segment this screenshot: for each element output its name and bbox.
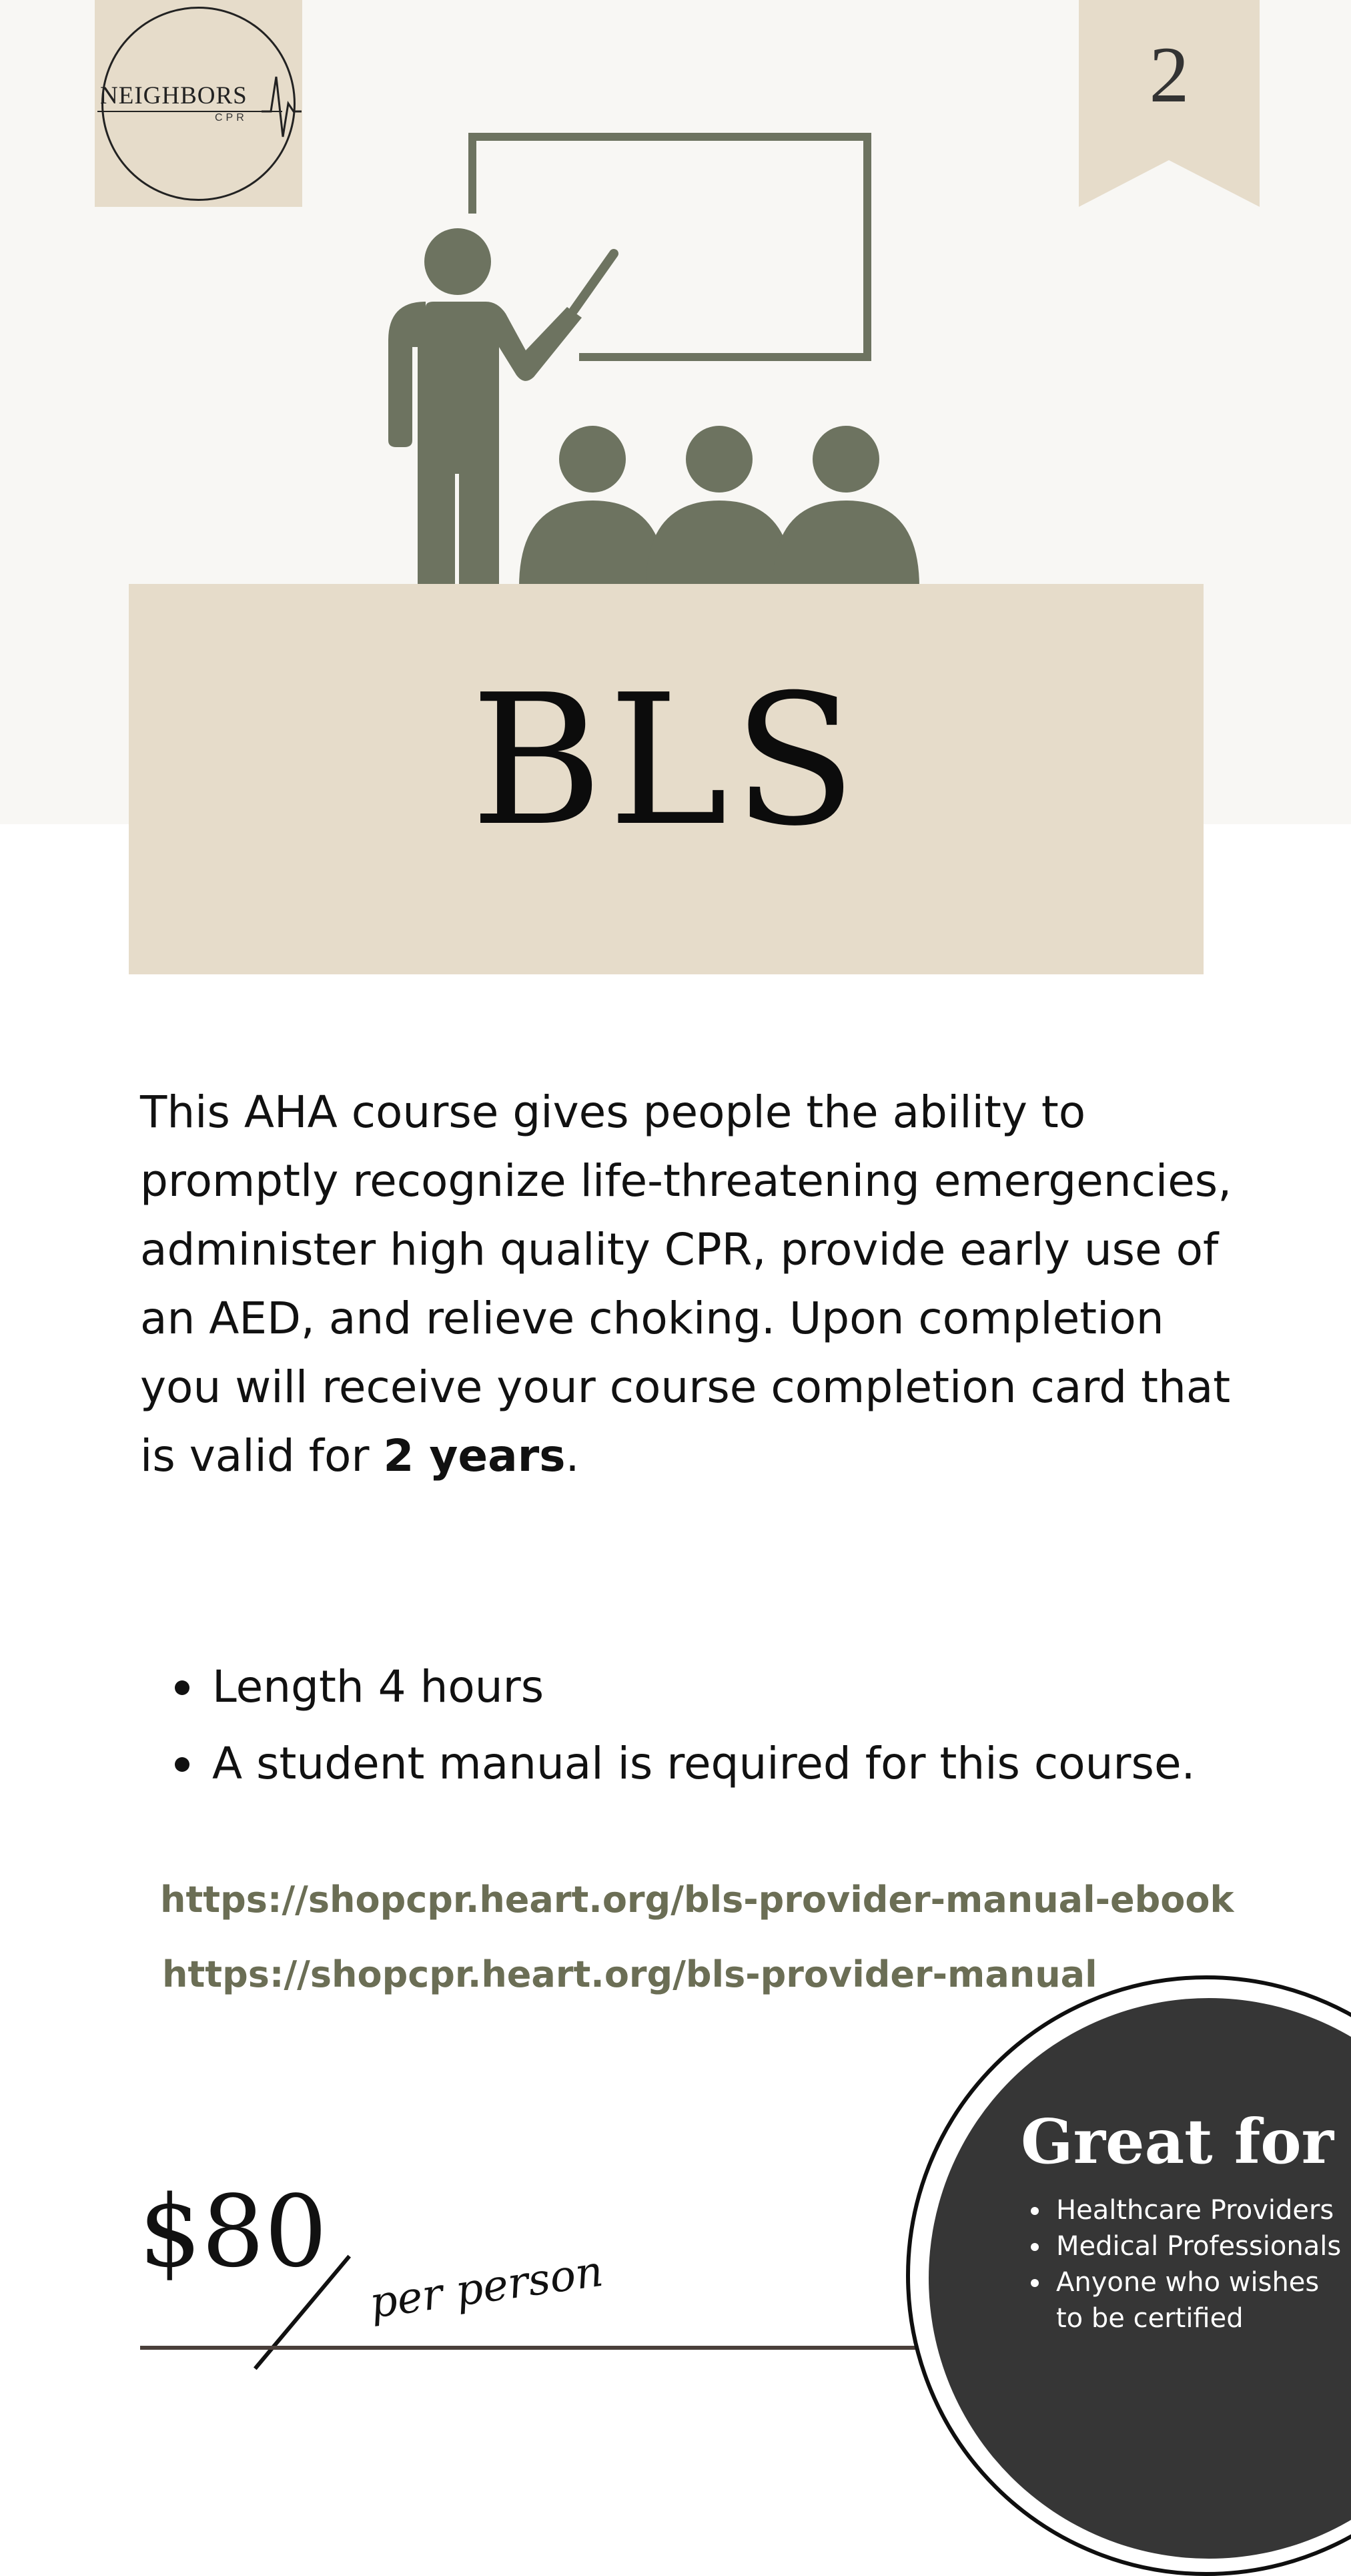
price: $80 — [139, 2174, 328, 2289]
logo-text: NEIGHBORS — [100, 82, 248, 109]
list-item: A student manual is required for this course. — [140, 1725, 1196, 1802]
logo-subtext: CPR — [215, 112, 248, 123]
list-item: Healthcare Providers — [1024, 2192, 1344, 2228]
ebook-manual-link[interactable]: https://shopcpr.heart.org/bls-provider-manual-ebook — [160, 1879, 1234, 1921]
list-item: Medical Professionals — [1024, 2228, 1344, 2264]
course-details-list — [140, 1648, 1196, 1802]
course-title: BLS — [470, 655, 862, 866]
description-text: This AHA course gives people the ability to promptly recognize life-threatening emergencies, administer high quality CPR, provide early use of an AED, and relieve choking. Upon completion you will receive your course completion card that is valid for — [140, 1086, 1232, 1482]
description-end: . — [565, 1430, 580, 1482]
divider — [140, 2346, 941, 2350]
heartbeat-icon — [262, 63, 302, 143]
validity-period: 2 years — [383, 1430, 566, 1482]
great-for-list — [1024, 2192, 1344, 2336]
page-number: 2 — [1149, 30, 1190, 119]
instructor-class-illustration — [374, 127, 934, 587]
great-for-heading: Great for — [1021, 2106, 1334, 2178]
list-item: Length 4 hours — [140, 1648, 1196, 1725]
logo — [95, 0, 302, 207]
course-description — [140, 1078, 1248, 1490]
print-manual-link[interactable]: https://shopcpr.heart.org/bls-provider-manual — [162, 1953, 1097, 1995]
list-item: Anyone who wishes to be certified — [1024, 2264, 1344, 2336]
price-unit: per person — [366, 2246, 606, 2328]
logo-divider — [97, 111, 282, 112]
